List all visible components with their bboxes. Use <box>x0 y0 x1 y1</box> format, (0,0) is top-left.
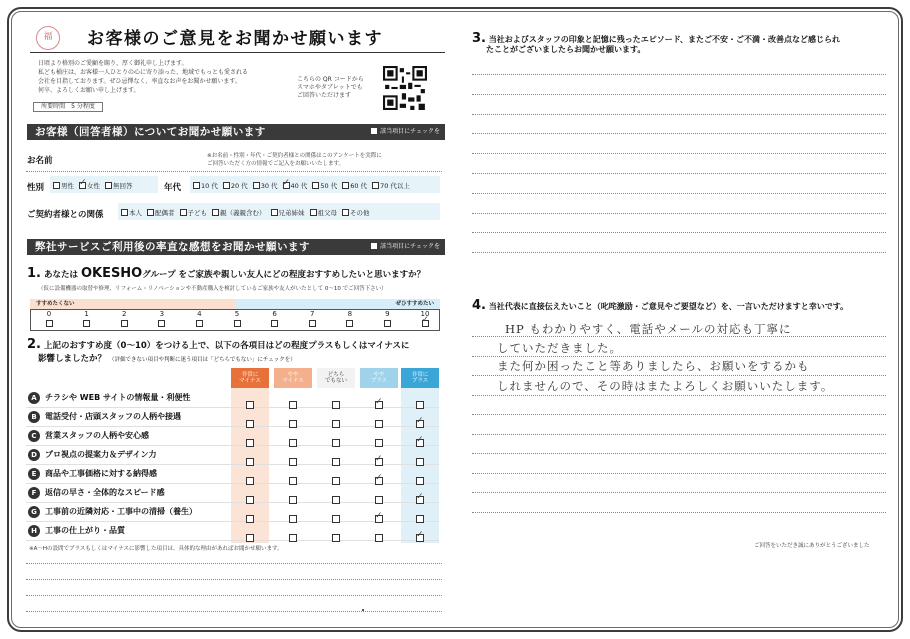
q1-high-label <box>235 299 440 309</box>
qr-line: こちらの QR コードから <box>297 76 364 83</box>
row-letter-badge: B <box>28 411 40 423</box>
eval-checkbox[interactable] <box>375 534 383 542</box>
scale-checkbox[interactable] <box>234 320 241 327</box>
eval-cell <box>332 394 340 402</box>
name-note-line: ※お名前・性別・年代・ご契約者様との関係はこのアンケートを実際に <box>207 153 382 159</box>
q3-answer-line[interactable] <box>472 114 886 115</box>
eval-cell <box>246 508 254 516</box>
scale-option[interactable] <box>343 310 357 327</box>
section1-header <box>27 124 445 140</box>
q1-text-b: グループ をご家族や親しい友人にどの程度おすすめしたいと思いますか？ <box>142 270 426 280</box>
intro-line: 私ども桶庄は、お客様一人ひとりの心に寄り添った、地域でもっとも愛される <box>38 69 249 76</box>
row-letter-badge: F <box>28 487 40 499</box>
gender-option[interactable] <box>105 181 133 190</box>
scale-option[interactable] <box>305 310 319 327</box>
q1-low-label <box>30 299 235 309</box>
scale-option[interactable] <box>42 310 56 327</box>
q2-number: 2. <box>27 337 41 352</box>
age-options <box>193 181 415 190</box>
eval-cell <box>416 394 424 402</box>
q1-low-text: すすめたくない <box>36 301 75 307</box>
row-label: 返信の早さ・全体的なスピード感 <box>45 488 165 497</box>
q3-answer-line[interactable] <box>472 213 886 214</box>
reason-line[interactable] <box>26 579 442 580</box>
scale-option[interactable] <box>418 310 432 327</box>
eval-cell <box>246 432 254 440</box>
qr-code-icon[interactable] <box>383 66 427 110</box>
gender-option-label: 女性 <box>87 182 100 190</box>
gender-checkbox[interactable] <box>53 182 60 189</box>
relation-option-label: 祖父母 <box>317 209 337 217</box>
scale-number: 5 <box>234 310 240 318</box>
handwritten-line: HP もわかりやすく、電話やメールの対応も丁寧に <box>505 322 792 336</box>
eval-cell <box>375 527 383 535</box>
q4-number: 4. <box>472 298 486 313</box>
section1-title: お客様（回答者様）についてお聞かせ願います <box>35 126 266 138</box>
age-option-label: 60 代 <box>350 182 368 190</box>
age-checkbox[interactable] <box>253 182 260 189</box>
section2-title: 弊社サービスご利用後の率直な感想をお聞かせ願います <box>35 241 310 253</box>
age-option[interactable] <box>193 181 218 190</box>
eval-cell <box>375 470 383 478</box>
q4-answer-line[interactable] <box>472 492 886 493</box>
eval-row <box>26 522 439 541</box>
scale-option[interactable] <box>155 310 169 327</box>
scale-checkbox[interactable] <box>83 320 90 327</box>
eval-cell <box>375 451 383 459</box>
age-option-label: 30 代 <box>260 182 278 190</box>
q3-answer-line[interactable] <box>472 252 886 253</box>
check-instruction <box>371 243 440 251</box>
relation-checkbox[interactable] <box>147 209 154 216</box>
eval-cell <box>289 413 297 421</box>
q3-line1: 当社およびスタッフの印象と記憶に残ったエピソード、またご不安・ご不満・改善点など感じられ <box>488 35 841 44</box>
age-option[interactable] <box>312 181 337 190</box>
gender-checkbox[interactable] <box>79 182 86 189</box>
checkbox-icon <box>371 128 377 134</box>
eval-checkbox[interactable] <box>246 534 254 542</box>
q1-text-a: あなたは <box>43 270 78 280</box>
age-option[interactable] <box>342 181 367 190</box>
scale-option[interactable] <box>268 310 282 327</box>
gender-option[interactable] <box>53 181 74 190</box>
scale-number: 0 <box>46 310 52 318</box>
q3-answer-line[interactable] <box>472 153 886 154</box>
q2-footnote: ※A〜Hの設問でプラスもしくはマイナスに影響した項目は、具体的な理由があればお聞かせ願います。 <box>29 546 283 552</box>
eval-cell <box>289 489 297 497</box>
q3-answer-line[interactable] <box>472 94 886 95</box>
eval-column-header: どちら でもない <box>317 368 355 388</box>
eval-cell <box>416 432 424 440</box>
scale-number: 3 <box>159 310 165 318</box>
eval-row <box>26 484 439 503</box>
age-checkbox[interactable] <box>283 182 290 189</box>
handwritten-line: していただきました。 <box>497 341 622 355</box>
scale-checkbox[interactable] <box>271 320 278 327</box>
scale-checkbox[interactable] <box>346 320 353 327</box>
eval-cell <box>289 527 297 535</box>
scale-number: 9 <box>385 310 390 318</box>
scale-number: 1 <box>84 310 89 318</box>
eval-cell <box>246 451 254 459</box>
age-option-label: 10 代 <box>201 182 218 190</box>
scale-option[interactable] <box>192 310 206 327</box>
eval-checkbox[interactable] <box>332 534 340 542</box>
check-instruction <box>371 128 440 136</box>
q4-answer-line[interactable] <box>472 473 886 474</box>
eval-cell <box>289 394 297 402</box>
eval-cell <box>416 527 424 535</box>
age-option[interactable] <box>372 181 410 190</box>
intro-line: 日頃より格別のご愛顧を賜り、厚く御礼申し上げます。 <box>38 60 188 67</box>
row-label: 営業スタッフの人柄や安心感 <box>45 431 149 440</box>
relation-option[interactable] <box>342 208 370 217</box>
time-required: 所要時間 5 分程度 <box>33 102 103 112</box>
gender-option[interactable] <box>79 181 100 190</box>
q4-answer-line[interactable] <box>472 375 886 376</box>
row-label: 電話受付・店頭スタッフの人柄や接遇 <box>45 412 181 421</box>
scale-option[interactable] <box>230 310 244 327</box>
q3-answer-line[interactable] <box>472 193 886 194</box>
eval-cell <box>416 451 424 459</box>
q1-scale <box>30 309 440 331</box>
scale-checkbox[interactable] <box>384 320 391 327</box>
eval-cell <box>332 432 340 440</box>
relation-label: ご契約者様との関係 <box>27 210 104 220</box>
eval-cell <box>332 470 340 478</box>
qr-line: スマホやタブレットでも <box>297 84 363 91</box>
relation-option[interactable] <box>180 208 208 217</box>
relation-options <box>121 208 375 217</box>
eval-cell <box>246 527 254 535</box>
scale-option[interactable] <box>380 310 394 327</box>
gender-options <box>53 181 138 190</box>
q4-answer-line[interactable] <box>472 434 886 435</box>
age-checkbox[interactable] <box>372 182 379 189</box>
checkbox-icon <box>371 243 377 249</box>
relation-checkbox[interactable] <box>212 209 219 216</box>
eval-column-header: 非常に プラス <box>401 368 439 388</box>
stray-mark <box>362 609 364 611</box>
eval-row <box>26 503 439 522</box>
gender-option-label: 無回答 <box>113 182 133 190</box>
scale-number: 10 <box>420 310 430 318</box>
eval-cell <box>332 508 340 516</box>
qr-instructions <box>297 76 383 100</box>
row-label: プロ視点の提案力＆デザイン力 <box>45 450 157 459</box>
relation-option[interactable] <box>147 208 175 217</box>
age-option[interactable] <box>283 181 308 190</box>
eval-cell <box>375 489 383 497</box>
q4-text: 当社代表に直接伝えたいこと（叱咤激励・ご意見やご要望など）を、一言いただけますと幸いです。 <box>488 302 849 311</box>
row-label: チラシや WEB サイトの情報量・利便性 <box>45 393 191 402</box>
eval-cell <box>289 470 297 478</box>
scale-checkbox[interactable] <box>158 320 165 327</box>
q2-title <box>27 337 409 352</box>
q1-sub: （仮に設備機器の取替や修理、リフォーム・リノベーションや不動産購入を検討しているご家族や友人がいたとして 0〜10 でご回答下さい） <box>38 286 387 292</box>
age-checkbox[interactable] <box>193 182 200 189</box>
eval-cell <box>246 489 254 497</box>
thanks-message: ご回答をいただき誠にありがとうございました <box>754 543 870 549</box>
relation-option[interactable] <box>212 208 266 217</box>
name-note-line: ご回答いただく方の情報でご記入をお願いいたします。 <box>207 161 345 167</box>
q2-text-line1: 上記のおすすめ度（0〜10）をつける上で、以下の各項目はどの程度プラスもしくはマイナスに <box>43 341 410 351</box>
handwritten-line: また何か困ったこと等ありましたら、お願いをするかも <box>497 359 810 373</box>
q3-answer-line[interactable] <box>472 173 886 174</box>
eval-cell <box>416 470 424 478</box>
relation-option[interactable] <box>310 208 338 217</box>
relation-checkbox[interactable] <box>180 209 187 216</box>
relation-checkbox[interactable] <box>342 209 349 216</box>
q2-text-line2: 影響しましたか？ <box>38 354 107 364</box>
q3-answer-line[interactable] <box>472 232 886 233</box>
row-label: 商品や工事価格に対する納得感 <box>45 469 157 478</box>
eval-cell <box>246 413 254 421</box>
scale-number: 6 <box>272 310 277 318</box>
q4-answer-line[interactable] <box>472 395 886 396</box>
reason-line[interactable] <box>26 563 442 564</box>
eval-row <box>26 427 439 446</box>
title-underline <box>30 52 445 53</box>
scale-number: 2 <box>121 310 127 318</box>
q3-answer-line[interactable] <box>472 74 886 75</box>
scale-checkbox[interactable] <box>309 320 316 327</box>
q1-brand: OKESHO <box>80 266 143 281</box>
eval-column-header: 非常に マイナス <box>231 368 269 388</box>
eval-cell <box>246 394 254 402</box>
check-note-text: 該当項目にチェックを <box>380 128 440 135</box>
q4-answer-line[interactable] <box>472 453 886 454</box>
q2-sub: （評価できない項目や判断に迷う項目は「どちらでもない」にチェックを） <box>108 357 296 363</box>
scale-checkbox[interactable] <box>121 320 128 327</box>
section2-header <box>27 239 445 255</box>
eval-cell <box>375 413 383 421</box>
scale-number: 4 <box>197 310 202 318</box>
eval-cell <box>416 508 424 516</box>
company-seal-logo: 福 <box>36 26 60 50</box>
gender-checkbox[interactable] <box>105 182 112 189</box>
eval-row <box>26 408 439 427</box>
q3-answer-line[interactable] <box>472 133 886 134</box>
eval-row <box>26 446 439 465</box>
intro-text <box>38 59 308 95</box>
scale-checkbox[interactable] <box>196 320 203 327</box>
age-option[interactable] <box>253 181 278 190</box>
q1-high-text: ぜひすすめたい <box>395 301 434 307</box>
eval-cell <box>375 432 383 440</box>
q4-answer-line[interactable] <box>472 414 886 415</box>
eval-row <box>26 465 439 484</box>
eval-cell <box>416 489 424 497</box>
reason-line[interactable] <box>26 611 442 612</box>
row-letter-badge: C <box>28 430 40 442</box>
eval-row <box>26 389 439 408</box>
scale-checkbox[interactable] <box>46 320 53 327</box>
scale-number: 8 <box>347 310 353 318</box>
eval-cell <box>289 451 297 459</box>
scale-option[interactable] <box>117 310 131 327</box>
age-option-label: 20 代 <box>230 182 248 190</box>
eval-cell <box>246 470 254 478</box>
name-label: お名前 <box>27 156 53 166</box>
q3-title-line2: たことがございましたらお聞かせ願います。 <box>486 45 646 54</box>
eval-cell <box>332 413 340 421</box>
row-label: 工事の仕上がり・品質 <box>45 526 125 535</box>
eval-cell <box>289 432 297 440</box>
handwritten-line: しれませんので、その時はまたよろしくお願いいたします。 <box>497 379 834 393</box>
row-letter-badge: A <box>28 392 40 404</box>
eval-cell <box>375 394 383 402</box>
q3-number: 3. <box>472 31 486 46</box>
scale-number: 7 <box>309 310 315 318</box>
intro-line: 何卒、よろしくお願い申し上げます。 <box>38 87 140 94</box>
eval-cell <box>332 489 340 497</box>
eval-column-header: やや マイナス <box>274 368 312 388</box>
row-label: 工事前の近隣対応・工事中の清掃（養生） <box>45 507 197 516</box>
relation-option-label: 本人 <box>129 209 142 217</box>
age-checkbox[interactable] <box>312 182 319 189</box>
age-option[interactable] <box>223 181 248 190</box>
q1-title <box>27 266 425 281</box>
relation-checkbox[interactable] <box>310 209 317 216</box>
age-option-label: 70 代以上 <box>380 182 410 190</box>
q2-title-line2 <box>38 352 296 364</box>
intro-line: 会社を目指しております。ぜひ忌憚なく、率直なお声をお聞かせ願います。 <box>38 78 241 85</box>
age-option-label: 40 代 <box>290 182 308 190</box>
relation-option-label: 配偶者 <box>155 209 175 217</box>
eval-column-header: やや プラス <box>360 368 398 388</box>
row-letter-badge: H <box>28 525 40 537</box>
reason-line[interactable] <box>26 595 442 596</box>
gender-option-label: 男性 <box>61 182 74 190</box>
row-letter-badge: D <box>28 449 40 461</box>
age-checkbox[interactable] <box>342 182 349 189</box>
eval-cell <box>289 508 297 516</box>
check-note-text: 該当項目にチェックを <box>380 243 440 250</box>
eval-cell <box>375 508 383 516</box>
eval-checkbox[interactable] <box>416 534 424 542</box>
eval-checkbox[interactable] <box>289 534 297 542</box>
qr-line: ご回答いただけます <box>297 92 352 99</box>
relation-option[interactable] <box>271 208 305 217</box>
eval-cell <box>332 451 340 459</box>
relation-checkbox[interactable] <box>121 209 128 216</box>
row-letter-badge: G <box>28 506 40 518</box>
relation-option-label: 親（義親含む） <box>220 209 266 217</box>
age-checkbox[interactable] <box>223 182 230 189</box>
eval-cell <box>332 527 340 535</box>
age-option-label: 50 代 <box>320 182 338 190</box>
name-note <box>207 152 382 168</box>
relation-option-label: 子ども <box>187 209 207 217</box>
relation-checkbox[interactable] <box>271 209 278 216</box>
relation-option[interactable] <box>121 208 142 217</box>
relation-option-label: 兄弟姉妹 <box>278 209 305 217</box>
age-label: 年代 <box>164 183 182 193</box>
q4-answer-line[interactable] <box>472 512 886 513</box>
relation-option-label: その他 <box>350 209 370 217</box>
row-letter-badge: E <box>28 468 40 480</box>
q1-number: 1. <box>27 266 41 281</box>
scale-option[interactable] <box>80 310 94 327</box>
scale-checkbox[interactable] <box>422 320 429 327</box>
eval-cell <box>416 413 424 421</box>
name-field-line[interactable] <box>26 171 442 172</box>
q4-title <box>472 298 848 313</box>
page-title: お客様のご意見をお聞かせ願います <box>87 29 383 49</box>
gender-label: 性別 <box>27 183 45 193</box>
